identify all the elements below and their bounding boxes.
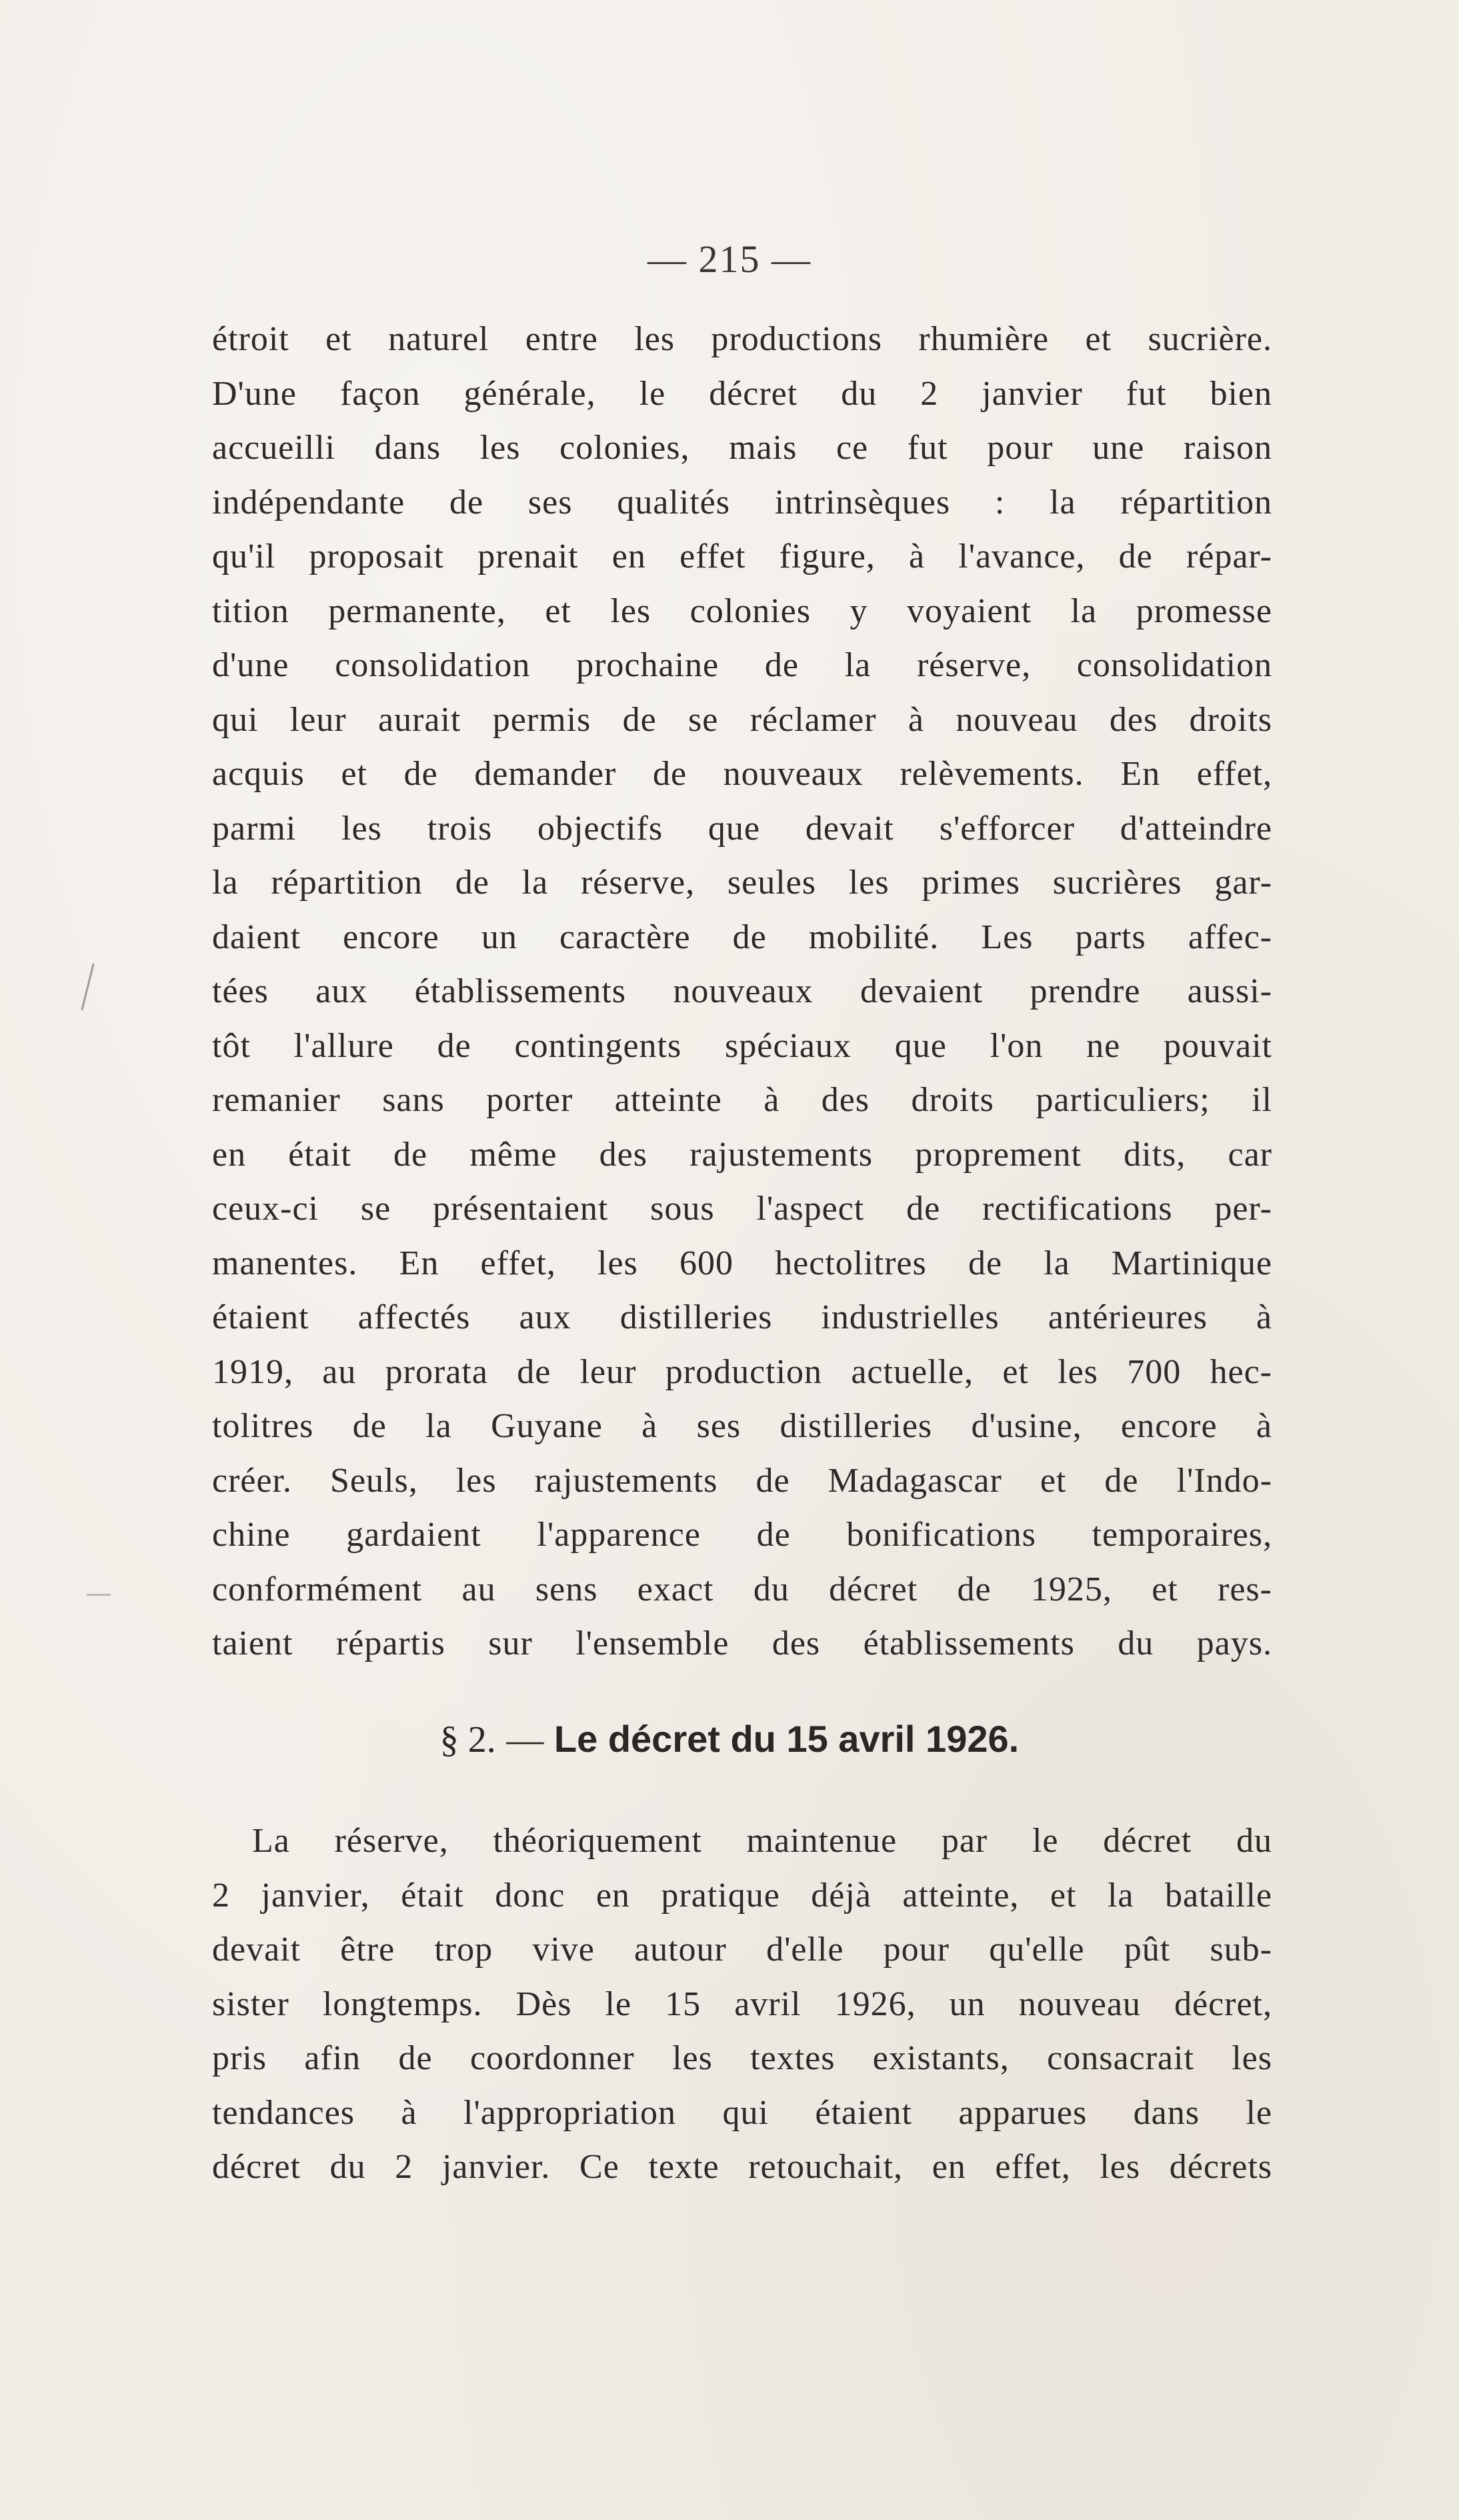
- text-line: tition permanente, et les colonies y voyaient la promesse: [212, 591, 1272, 630]
- text-line: D'une façon générale, le décret du 2 janvier fut bien: [212, 374, 1272, 413]
- section-dash: —: [506, 1719, 544, 1760]
- text-line: 1919, au prorata de leur production actuelle, et les 700 hec-: [212, 1352, 1272, 1391]
- text-line: créer. Seuls, les rajustements de Madagascar et de l'Indo-: [212, 1461, 1272, 1500]
- text-line: 2 janvier, était donc en pratique déjà atteinte, et la bataille: [212, 1876, 1272, 1915]
- section-heading: [0, 1717, 1459, 1761]
- margin-pencil-mark: [81, 964, 107, 1010]
- text-line: tôt l'allure de contingents spéciaux que l'on ne pouvait: [212, 1026, 1272, 1065]
- section-symbol: § 2.: [439, 1719, 496, 1760]
- text-line: qui leur aurait permis de se réclamer à nouveau des droits: [212, 700, 1272, 739]
- text-line: parmi les trois objectifs que devait s'efforcer d'atteindre: [212, 809, 1272, 848]
- margin-tick-mark: [87, 1594, 111, 1596]
- text-line: qu'il proposait prenait en effet figure, à l'avance, de répar-: [212, 537, 1272, 575]
- text-line: taient répartis sur l'ensemble des établissements du pays.: [212, 1624, 1272, 1662]
- text-line: tendances à l'appropriation qui étaient apparues dans le: [212, 2093, 1272, 2132]
- text-line: indépendante de ses qualités intrinsèques : la répartition: [212, 483, 1272, 521]
- paragraph-1: [212, 312, 1272, 1671]
- text-line: tées aux établissements nouveaux devaient prendre aussi-: [212, 972, 1272, 1010]
- text-line: ceux-ci se présentaient sous l'aspect de rectifications per-: [212, 1190, 1272, 1228]
- text-line: daient encore un caractère de mobilité. Les parts affec-: [212, 918, 1272, 956]
- text-line: manentes. En effet, les 600 hectolitres de la Martinique: [212, 1244, 1272, 1282]
- text-line: étaient affectés aux distilleries industrielles antérieures à: [212, 1298, 1272, 1336]
- text-line: étroit et naturel entre les productions rhumière et sucrière.: [212, 320, 1272, 358]
- page-number: — 215 —: [647, 237, 812, 281]
- text-line: tolitres de la Guyane à ses distilleries d'usine, encore à: [212, 1407, 1272, 1445]
- text-line: devait être trop vive autour d'elle pour qu'elle pût sub-: [212, 1931, 1272, 1969]
- text-line: en était de même des rajustements proprement dits, car: [212, 1135, 1272, 1174]
- text-line: sister longtemps. Dès le 15 avril 1926, un nouveau décret,: [212, 1985, 1272, 2023]
- paragraph-2: [212, 1814, 1272, 2195]
- text-line: chine gardaient l'apparence de bonifications temporaires,: [212, 1516, 1272, 1554]
- section-title: Le décret du 15 avril 1926.: [553, 1718, 1020, 1760]
- text-line: décret du 2 janvier. Ce texte retouchait, en effet, les décrets: [212, 2148, 1272, 2186]
- text-line: la répartition de la réserve, seules les primes sucrières gar-: [212, 864, 1272, 902]
- text-line: accueilli dans les colonies, mais ce fut pour une raison: [212, 429, 1272, 467]
- text-line: conformément au sens exact du décret de 1925, et res-: [212, 1570, 1272, 1608]
- text-line: La réserve, théoriquement maintenue par le décret du: [252, 1822, 1272, 1860]
- text-line: pris afin de coordonner les textes existants, consacrait les: [212, 2039, 1272, 2077]
- text-line: d'une consolidation prochaine de la réserve, consolidation: [212, 646, 1272, 684]
- text-line: acquis et de demander de nouveaux relèvements. En effet,: [212, 755, 1272, 793]
- text-line: remanier sans porter atteinte à des droits particuliers; il: [212, 1081, 1272, 1119]
